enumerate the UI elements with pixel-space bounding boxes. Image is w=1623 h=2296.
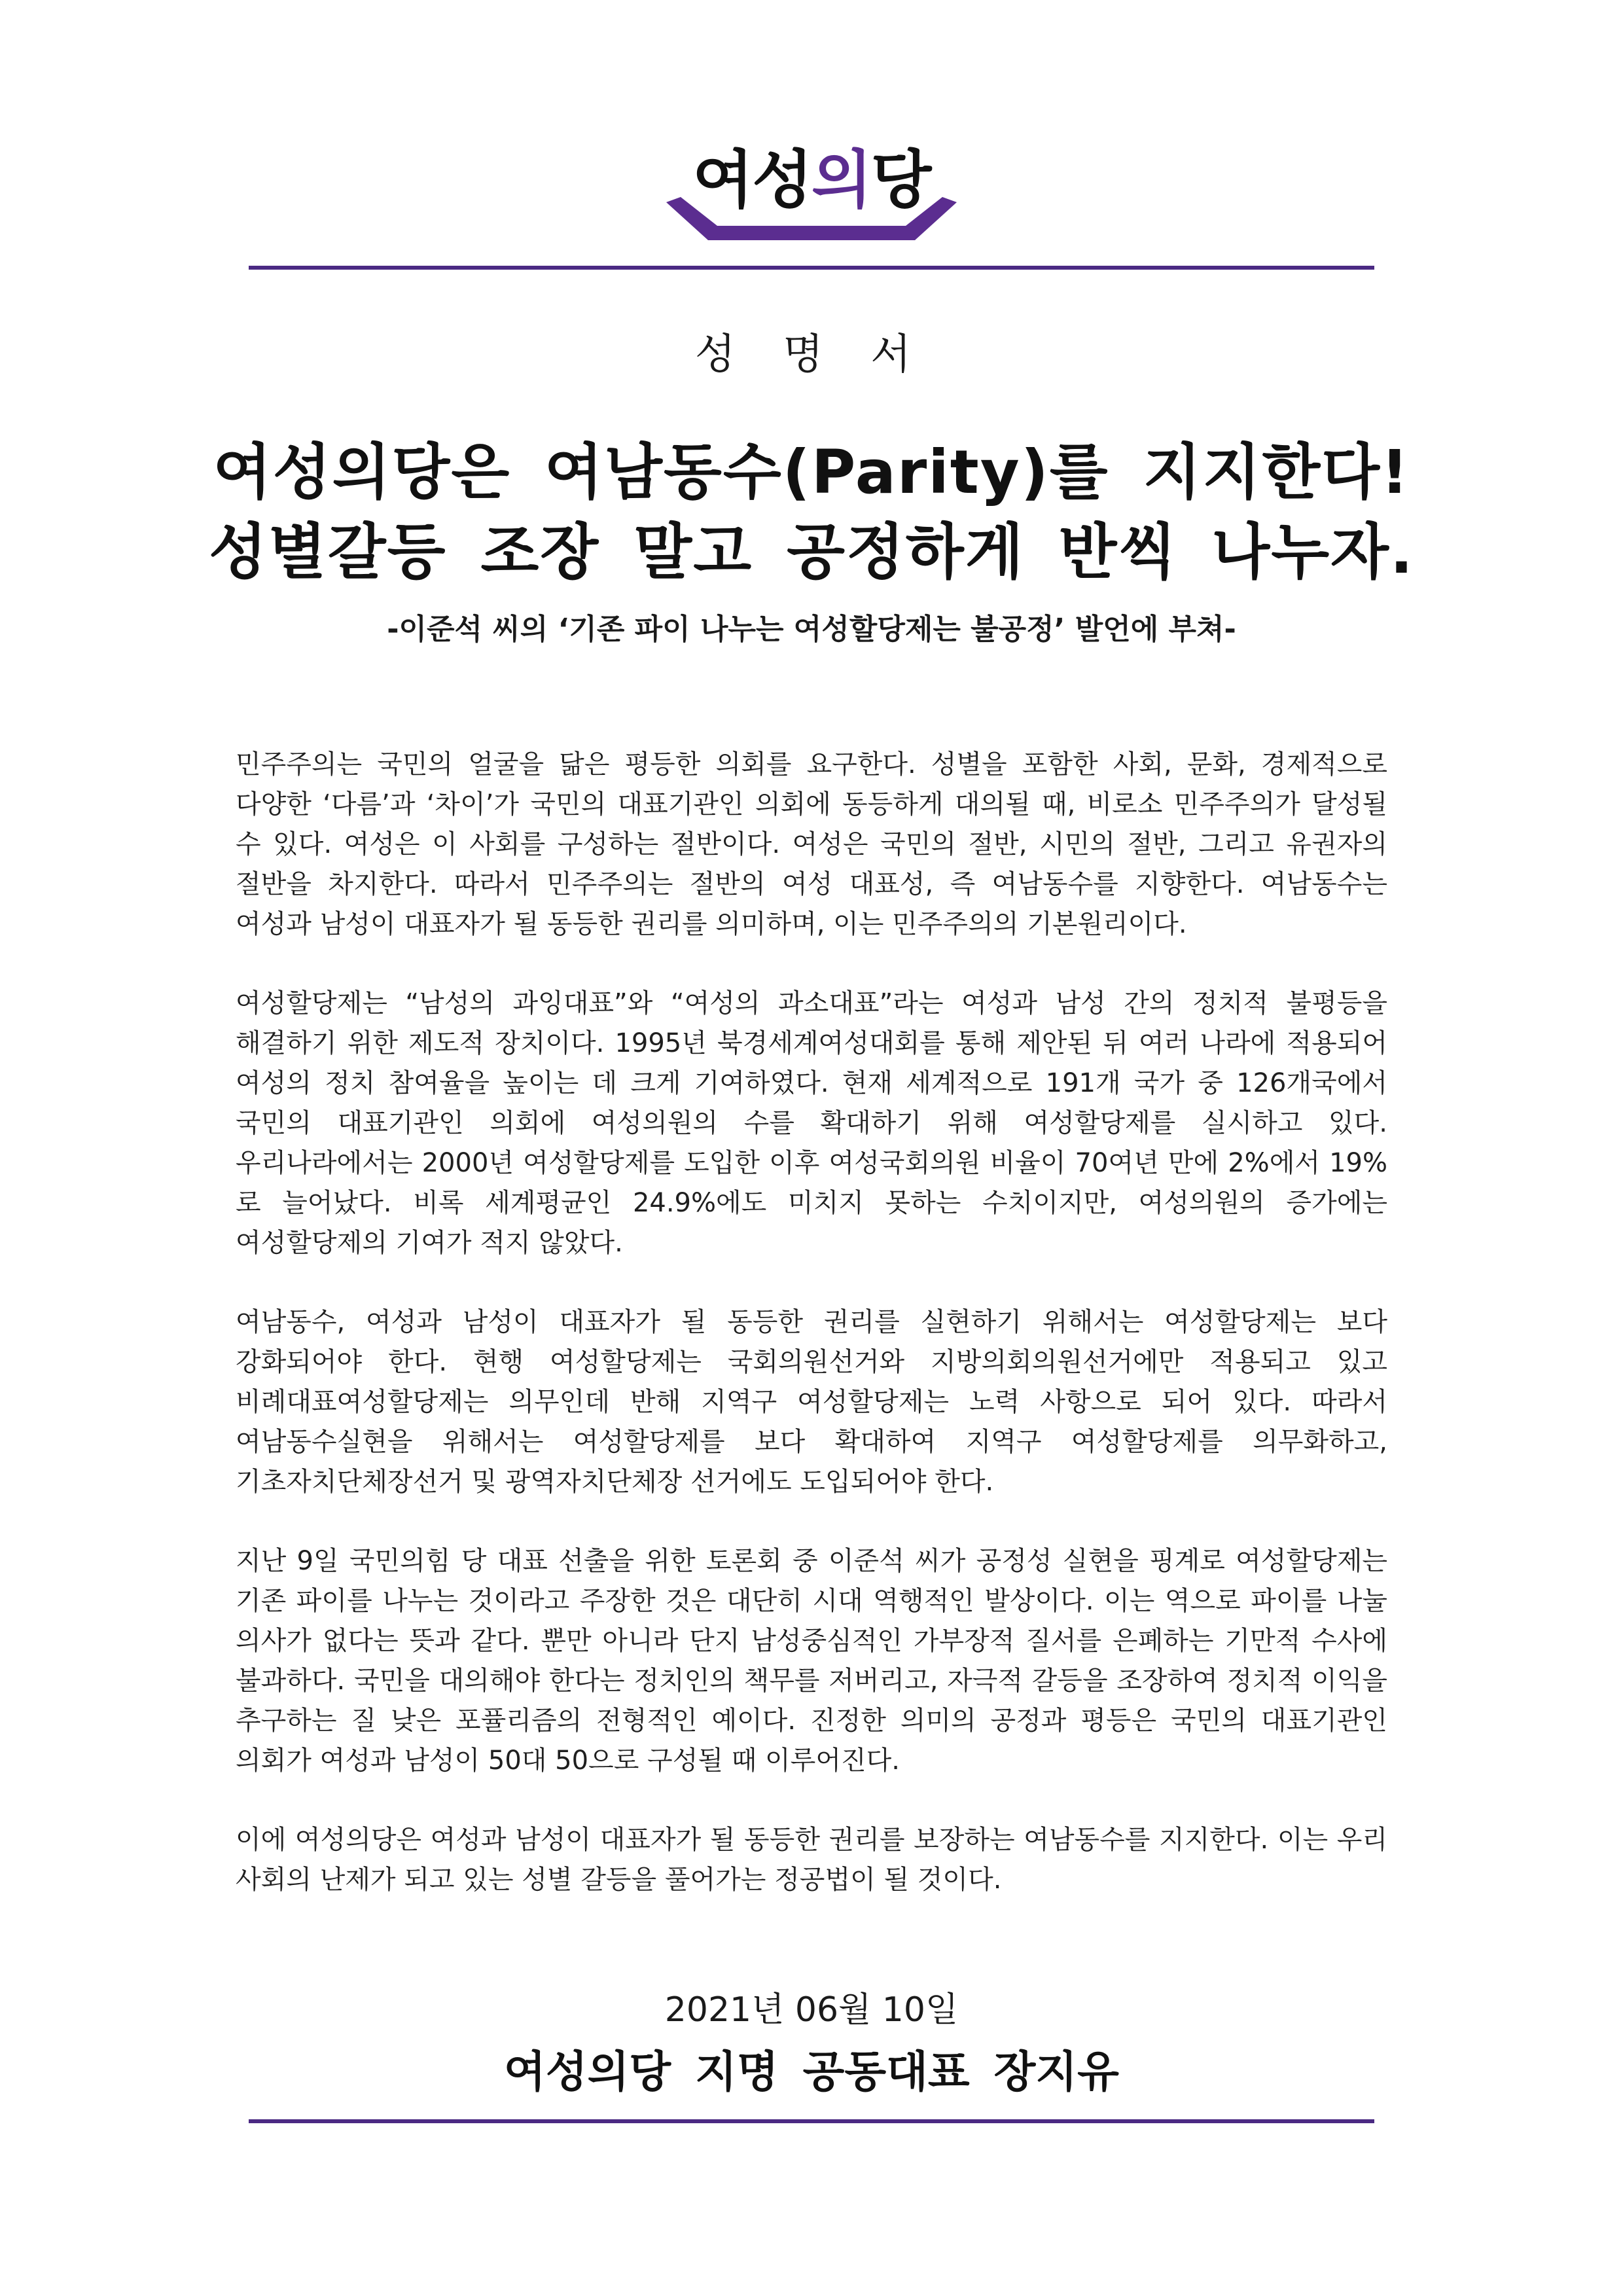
logo-text-accent: 의 bbox=[811, 143, 871, 217]
party-logo bbox=[654, 141, 969, 245]
body-paragraph: 지난 9일 국민의힘 당 대표 선출을 위한 토론회 중 이준석 씨가 공정성 실현을 핑계로 여성할당제는 기존 파이를 나누는 것이라고 주장한 것은 대단히 시대 역행적인 발상이다. 이는 역으로 파이를 나눌 의사가 없다는 뜻과 같다. 뿐만 아니라 단지 남성중심적인 가부장적 질서를 은폐하는 기만적 수사에 불과하다. 국민을 대의해야 한다는 정치인의 책무를 저버리고, 자극적 갈등을 조장하여 정치적 이익을 추구하는 질 낮은 포퓰리즘의 전형적인 예이다. 진정한 의미의 공정과 평등은 국민의 대표기관인 의회가 여성과 남성이 50대 50으로 구성될 때 이루어진다. bbox=[236, 1546, 1387, 1776]
logo-chevron-icon bbox=[666, 197, 957, 243]
statement-signer: 여성의당 지명 공동대표 장지유 bbox=[504, 2047, 1119, 2097]
logo-text-part2: 당 bbox=[870, 143, 931, 217]
statement-body bbox=[236, 745, 1387, 1939]
document-type: 성 명 서 bbox=[694, 331, 929, 379]
headline-line-2: 성별갈등 조장 말고 공정하게 반씩 나누자. bbox=[209, 517, 1414, 587]
statement-date: 2021년 06월 10일 bbox=[664, 1990, 959, 2030]
body-paragraph: 여남동수, 여성과 남성이 대표자가 될 동등한 권리를 실현하기 위해서는 여성할당제는 보다 강화되어야 한다. 현행 여성할당제는 국회의원선거와 지방의회의원선거에만 적용되고 있고 비례대표여성할당제는 의무인데 반해 지역구 여성할당제는 노력 사항으로 되어 있다. 따라서 여남동수실현을 위해서는 여성할당제를 보다 확대하여 지역구 여성할당제를 의무화하고, 기초자치단체장선거 및 광역자치단체장 선거에도 도입되어야 한다. bbox=[236, 1307, 1387, 1497]
top-divider bbox=[249, 266, 1374, 270]
logo-text-part1: 여성 bbox=[692, 143, 812, 217]
body-paragraph: 민주주의는 국민의 얼굴을 닮은 평등한 의회를 요구한다. 성별을 포함한 사회, 문화, 경제적으로 다양한 ‘다름’과 ‘차이’가 국민의 대표기관인 의회에 동등하게 대의될 때, 비로소 민주주의가 달성될 수 있다. 여성은 이 사회를 구성하는 절반이다. 여성은 국민의 절반, 시민의 절반, 그리고 유권자의 절반을 차지한다. 따라서 민주주의는 절반의 여성 대표성, 즉 여남동수를 지향한다. 여남동수는 여성과 남성이 대표자가 될 동등한 권리를 의미하며, 이는 민주주의의 기본원리이다. bbox=[236, 749, 1387, 939]
body-paragraph: 여성할당제는 “남성의 과잉대표”와 “여성의 과소대표”라는 여성과 남성 간의 정치적 불평등을 해결하기 위한 제도적 장치이다. 1995년 북경세계여성대회를 통해 제안된 뒤 여러 나라에 적용되어 여성의 정치 참여율을 높이는 데 크게 기여하였다. 현재 세계적으로 191개 국가 중 126개국에서 국민의 대표기관인 의회에 여성의원의 수를 확대하기 위해 여성할당제를 실시하고 있다. 우리나라에서는 2000년 여성할당제를 도입한 이후 여성국회의원 비율이 70여년 만에 2%에서 19%로 늘어났다. 비록 세계평균인 24.9%에도 미치지 못하는 수치이지만, 여성의원의 증가에는 여성할당제의 기여가 적지 않았다. bbox=[236, 988, 1387, 1258]
body-paragraph: 이에 여성의당은 여성과 남성이 대표자가 될 동등한 권리를 보장하는 여남동수를 지지한다. 이는 우리 사회의 난제가 되고 있는 성별 갈등을 풀어가는 정공법이 될 것이다. bbox=[236, 1825, 1387, 1895]
subtitle: -이준석 씨의 ‘기존 파이 나누는 여성할당제는 불공정’ 발언에 부쳐- bbox=[387, 613, 1236, 646]
headline-line-1: 여성의당은 여남동수(Parity)를 지지한다! bbox=[213, 437, 1410, 507]
bottom-divider bbox=[249, 2119, 1374, 2123]
